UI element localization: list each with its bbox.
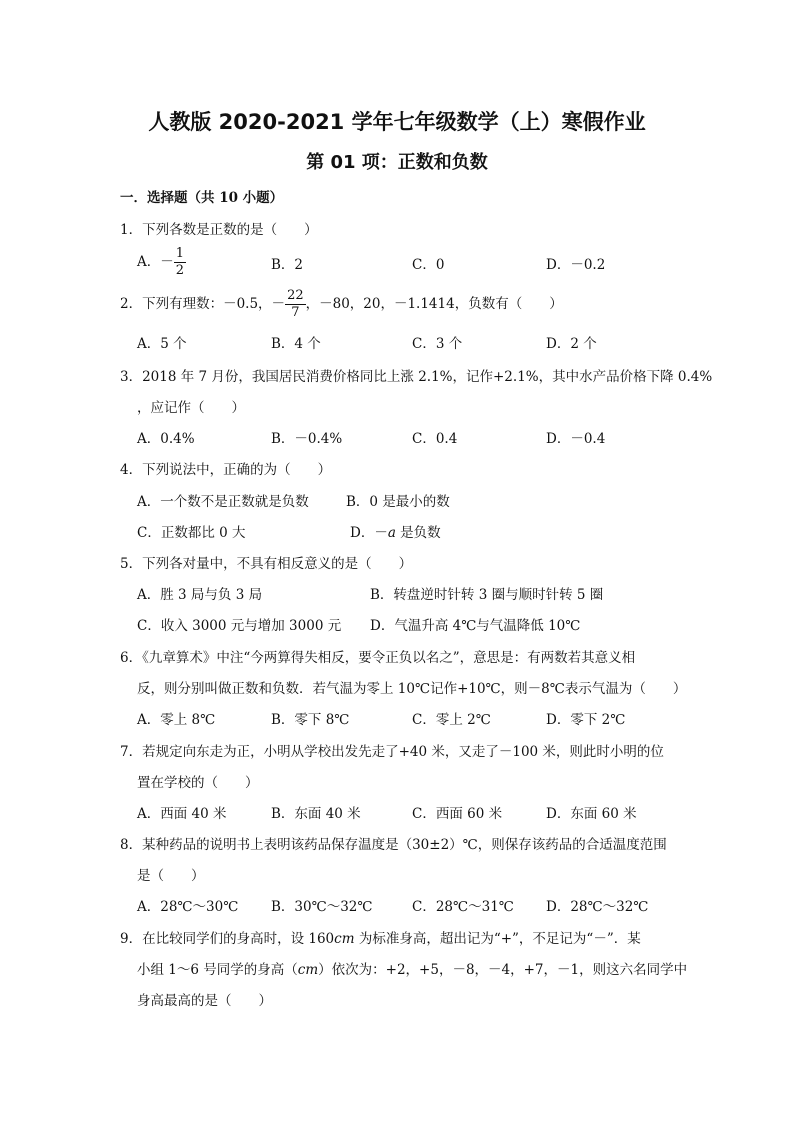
question-4-stem: 4．下列说法中，正确的为（ ） (120, 462, 332, 478)
question-4-option-d (350, 521, 441, 541)
question-9-line-1-start: 9．在比较同学们的身高时，设 160 (120, 931, 335, 947)
question-8-option-b: B．30℃～32℃ (271, 899, 373, 915)
page-subtitle: 第 01 项：正数和负数 (306, 152, 488, 173)
question-2-option-a: A．5 个 (137, 336, 187, 352)
question-9-stem-line-1 (120, 927, 680, 947)
question-8-option-d: D．28℃～32℃ (546, 899, 649, 915)
fraction-denominator: 7 (291, 305, 300, 320)
option-d-suffix: 是负数 (395, 525, 441, 541)
question-8-stem-line-2: 是（ ） (137, 868, 205, 884)
question-4-option-a: A．一个数不是正数就是负数 (137, 494, 309, 510)
question-6-stem-line-1: 6．《九章算术》中注“今两算得失相反，要令正负以名之”，意思是：有两数若其意义相 (120, 650, 636, 666)
question-3-option-a: A．0.4% (137, 431, 195, 447)
option-a-prefix: A．－ (137, 254, 174, 270)
question-9-line-1-end: 为标准身高，超出记为“+”，不足记为“－”．某 (354, 931, 641, 947)
fraction-numerator: 1 (175, 246, 185, 261)
question-2-option-b: B．4 个 (271, 336, 321, 352)
question-3-option-c: C．0.4 (412, 431, 458, 447)
question-1-option-c: C．0 (412, 257, 445, 273)
question-7-stem-line-2: 置在学校的（ ） (137, 775, 259, 791)
question-3-option-d: D．－0.4 (546, 431, 606, 447)
question-6-stem-line-2: 反，则分别叫做正数和负数．若气温为零上 10℃记作+10℃，则－8℃表示气温为（ ） (137, 681, 687, 697)
question-2-option-d: D．2 个 (546, 336, 597, 352)
question-5-option-b: B．转盘逆时针转 3 圈与顺时针转 5 圈 (370, 587, 604, 603)
question-9-stem-line-2 (137, 958, 697, 978)
question-7-option-a: A．西面 40 米 (137, 806, 227, 822)
question-5-stem: 5．下列各对量中，不具有相反意义的是（ ） (120, 556, 413, 572)
question-2-stem (120, 288, 680, 321)
question-6-option-a: A．零上 8℃ (137, 712, 216, 728)
question-9-line-2-end: ）依次为：+2，+5，－8，－4，+7，－1，则这六名同学中 (318, 962, 688, 978)
question-1-option-a (137, 246, 186, 279)
question-5-option-a: A．胜 3 局与负 3 局 (137, 587, 263, 603)
fraction (285, 288, 306, 321)
question-1-option-b: B．2 (271, 257, 304, 273)
question-6-option-c: C．零上 2℃ (412, 712, 491, 728)
fraction-numerator: 22 (287, 288, 304, 303)
question-7-option-c: C．西面 60 米 (412, 806, 503, 822)
question-8-option-a: A．28℃～30℃ (137, 899, 239, 915)
fraction-denominator: 2 (175, 263, 185, 278)
question-8-stem-line-1: 8．某种药品的说明书上表明该药品保存温度是（30±2）℃，则保存该药品的合适温度范围 (120, 837, 667, 853)
option-d-prefix: D．－ (350, 525, 388, 541)
question-7-option-b: B．东面 40 米 (271, 806, 361, 822)
question-9-stem-line-3: 身高最高的是（ ） (137, 993, 272, 1009)
question-4-option-c: C．正数都比 0 大 (137, 525, 246, 541)
question-9-line-2-start: 小组 1～6 号同学的身高（ (137, 962, 298, 978)
page-title: 人教版 2020-2021 学年七年级数学（上）寒假作业 (148, 110, 646, 134)
question-1-option-d: D．－0.2 (546, 257, 606, 273)
question-2-option-c: C．3 个 (412, 336, 463, 352)
question-7-option-d: D．东面 60 米 (546, 806, 637, 822)
question-2-stem-pre: 2．下列有理数：－0.5，－ (120, 296, 286, 312)
unit-cm: cm (297, 962, 319, 978)
question-6-option-d: D．零下 2℃ (546, 712, 626, 728)
fraction (174, 246, 186, 279)
question-4-option-b: B．0 是最小的数 (346, 494, 450, 510)
question-5-option-c: C．收入 3000 元与增加 3000 元 (137, 618, 342, 634)
question-6-option-b: B．零下 8℃ (271, 712, 350, 728)
question-7-stem-line-1: 7．若规定向东走为正，小明从学校出发先走了+40 米，又走了－100 米，则此时小明的位 (120, 744, 664, 760)
question-3-stem-line-2: ，应记作（ ） (137, 400, 245, 416)
variable-a: a (387, 525, 396, 541)
question-3-stem-line-1: 3．2018 年 7 月份，我国居民消费价格同比上涨 2.1%，记作+2.1%，其中水产品价格下降 0.4% (120, 369, 713, 385)
question-5-option-d: D．气温升高 4℃与气温降低 10℃ (370, 618, 581, 634)
question-2-stem-post: ，－80，20，－1.1414，负数有（ ） (305, 296, 563, 312)
question-3-option-b: B．－0.4% (271, 431, 343, 447)
section-heading: 一．选择题（共 10 小题） (120, 190, 284, 206)
question-1-stem: 1．下列各数是正数的是（ ） (120, 222, 318, 238)
unit-cm: cm (334, 931, 355, 947)
question-8-option-c: C．28℃～31℃ (412, 899, 514, 915)
